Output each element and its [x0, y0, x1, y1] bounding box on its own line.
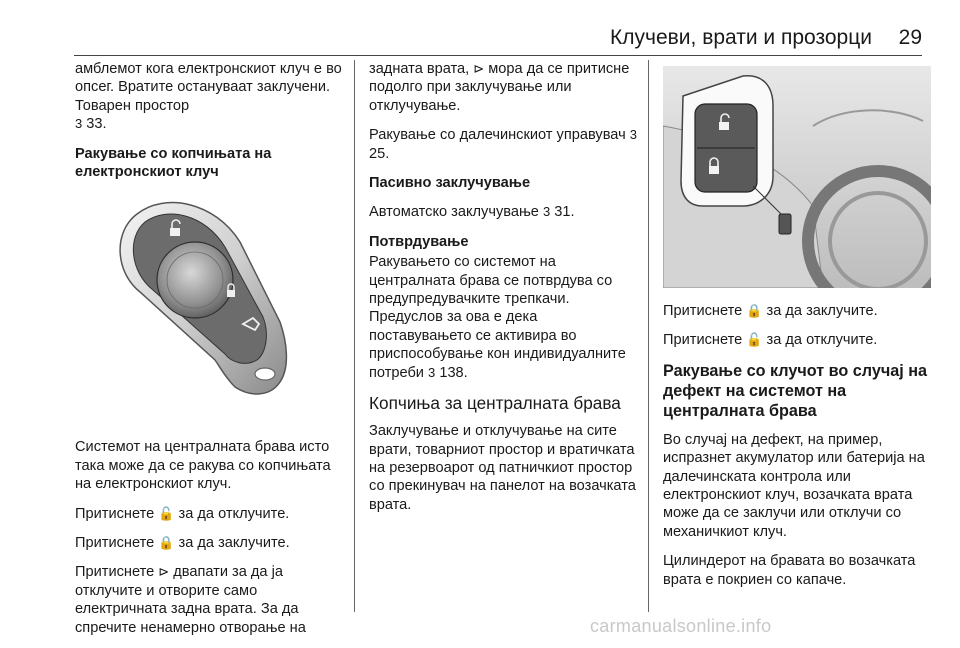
chapter-title: Клучеви, врати и прозорци — [610, 26, 872, 49]
cross-reference-link[interactable]: 25. — [369, 145, 390, 162]
trunk-icon: ⊳ — [473, 61, 485, 76]
paragraph: Ракувањето со системот на централната брава се потврдува со предупредувачките трепкачи. Предуслов за ова е дека поставувањето се активира во приспособување кон индивидуалните потреби 3 138. — [369, 254, 626, 381]
paragraph: Заклучување и отклучување на сите врати, товарниот простор и вратичката на резервоарот од патничкиот простор со прекинувач на панелот на возачката врата. — [369, 423, 636, 513]
cross-reference-link[interactable]: 33. — [86, 116, 107, 133]
paragraph: Притиснете 🔒 за да заклучите. — [663, 303, 878, 319]
cross-reference-icon: 3 — [428, 364, 436, 380]
paragraph: Ракување со далечинскиот управувач 3 25. — [369, 127, 637, 162]
paragraph: Системот на централната брава исто така може да се ракува со копчињата на електронскиот клуч. — [75, 439, 331, 493]
cross-reference-icon: 3 — [542, 204, 551, 220]
paragraph: Во случај на дефект, на пример, испразнет акумулатор или батерија на далечинската контрола или електронскиот клуч, возачката врата може да се заклучи или отклучи со механичкиот клуч. — [663, 431, 925, 540]
section-heading: Ракување со копчињата на електронскиот клуч — [75, 145, 272, 181]
cross-reference-link[interactable]: 138. — [439, 364, 468, 381]
cross-reference-icon: 3 — [629, 127, 637, 143]
lock-icon: 🔒 — [746, 303, 763, 318]
section-heading: Копчиња за централната брава — [369, 393, 621, 414]
door-lock-switch-illustration — [663, 66, 931, 288]
column-1 — [75, 60, 343, 648]
page-header — [0, 0, 960, 56]
paragraph: Притиснете 🔓 за да отклучите. — [75, 505, 290, 522]
cross-reference-icon: 3 — [75, 116, 83, 132]
paragraph: Автоматско заклучување 3 31. — [369, 204, 575, 221]
cross-reference-link[interactable]: 31. — [554, 204, 575, 221]
section-heading: Пасивно заклучување — [369, 175, 531, 192]
unlock-icon: 🔓 — [746, 332, 763, 348]
paragraph: Притиснете ⊳ двапати за да ја отклучите и отворите само електричната задна врата. За да спречите ненамерно отворање на — [75, 564, 306, 636]
unlock-icon: 🔓 — [158, 505, 175, 521]
paragraph: Притиснете 🔓 за да отклучите. — [663, 332, 878, 349]
watermark: carmanualsonline.info — [590, 616, 772, 636]
section-heading: Ракување со клучот во случај на дефект на системот на централната брава — [663, 361, 928, 420]
column-divider — [648, 60, 649, 612]
column-2 — [369, 60, 637, 525]
page-number: 29 — [898, 26, 922, 49]
paragraph: Цилиндерот на бравата во возачката врата е покриен со капаче. — [663, 553, 916, 588]
lock-icon: 🔒 — [158, 535, 175, 551]
paragraph: задната врата, ⊳ мора да се притисне подолго при заклучување или отклучување. — [369, 61, 630, 114]
section-heading: Потврдување — [369, 233, 469, 250]
header-rule — [74, 55, 922, 56]
column-divider — [354, 60, 355, 612]
paragraph: амблемот кога електронскиот клуч е во опсег. Вратите остануваат заклучени. Товарен простор 3 33. — [75, 61, 342, 133]
paragraph: Притиснете 🔒 за да заклучите. — [75, 535, 290, 552]
trunk-icon: ⊳ — [158, 564, 170, 580]
column-3 — [663, 60, 931, 600]
electronic-key-illustration — [75, 192, 343, 414]
